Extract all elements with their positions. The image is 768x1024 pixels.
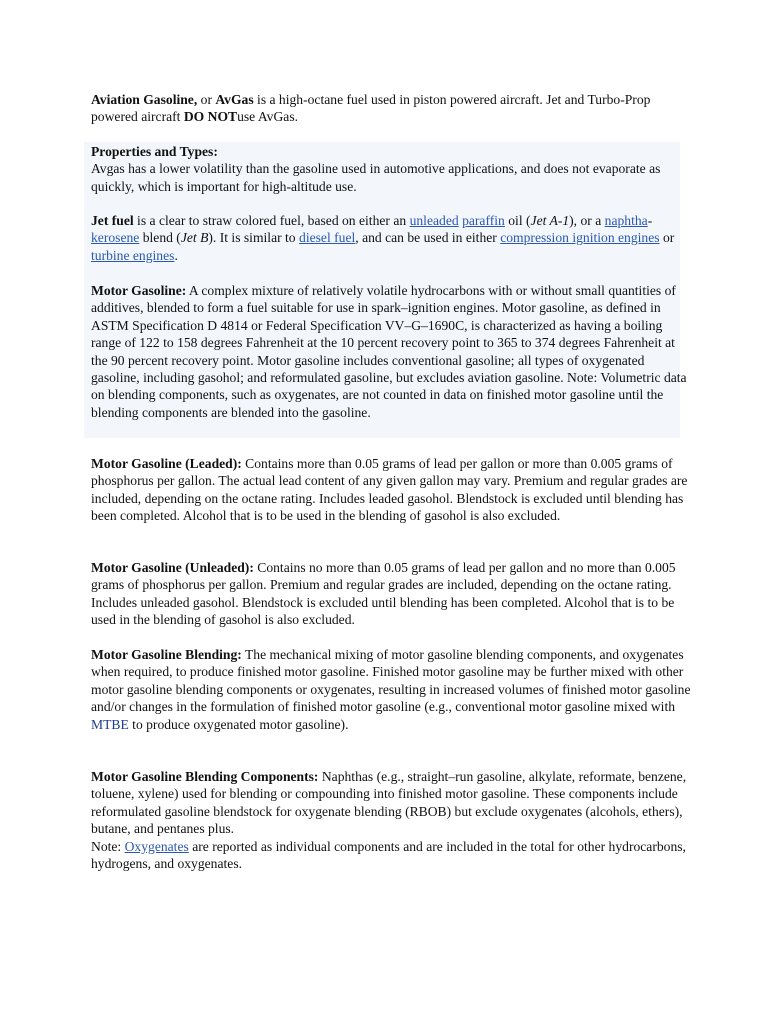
properties-section (91, 143, 691, 195)
mtbe-term: MTBE (91, 716, 129, 732)
intro-paragraph: Aviation Gasoline, or AvGas is a high-octane fuel used in piston powered aircraft. Jet and Turbo-Prop powered aircraft DO NOTuse AvGas. (91, 92, 651, 125)
term-motor-gasoline-blending: Motor Gasoline Blending: (91, 647, 242, 662)
link-oxygenates[interactable]: Oxygenates (124, 838, 189, 854)
term-motor-gasoline: Motor Gasoline: (91, 283, 187, 298)
link-compression-ignition-engines[interactable]: compression ignition engines (500, 230, 660, 246)
link-turbine-engines[interactable]: turbine engines (91, 247, 175, 263)
jet-fuel-paragraph: Jet fuel is a clear to straw colored fuel, based on either an unleaded paraffin oil (Jet A-1), or a naphtha-kerosene blend (Jet B). It is similar to diesel fuel, and can be used in either compression ignition engines or turbine engines. (91, 213, 675, 263)
link-kerosene[interactable]: kerosene (91, 230, 140, 246)
blending-components-paragraph: Motor Gasoline Blending Components: Naphthas (e.g., straight–run gasoline, alkylate, reformate, benzene, toluene, xylene) used for blending or compounding into finished motor gasoline. These components include reformulated gasoline blendstock for oxygenate blending (RBOB) but exclude oxygenates (alcohols, ethers), butane, and pentanes plus. Note: Oxygenates are reported as individual components and are included in the total for other hydrocarbons, hydrogens, and oxygenates. (91, 769, 687, 872)
link-naphtha[interactable]: naphtha (604, 213, 648, 228)
term-aviation-gasoline: Aviation Gasoline, (91, 92, 198, 107)
properties-text: Avgas has a lower volatility than the gasoline used in automotive applications, and does not evaporate as quickly, which is important for high-altitude use. (91, 161, 661, 194)
link-paraffin[interactable]: paraffin (462, 213, 505, 228)
motor-gasoline-paragraph: Motor Gasoline: A complex mixture of relatively volatile hydrocarbons with or without small quantities of additives, blended to form a fuel suitable for use in spark–ignition engines. Motor gasoline, as defined in ASTM Specification D 4814 or Federal Specification VV–G–1690C, is characterized as having a boiling range of 122 to 158 degrees Fahrenheit at the 10 percent recovery point to 365 to 374 degrees Fahrenheit at the 90 percent recovery point. Motor gasoline includes conventional gasoline; all types of oxygenated gasoline, including gasohol; and reformulated gasoline, but excludes aviation gasoline. Note: Volumetric data on blending components, such as oxygenates, are not counted in data on finished motor gasoline until the blending components are blended into the gasoline. (91, 283, 687, 420)
term-motor-gasoline-blending-components: Motor Gasoline Blending Components: (91, 769, 319, 784)
link-diesel-fuel[interactable]: diesel fuel (299, 230, 356, 246)
term-jet-fuel: Jet fuel (91, 213, 134, 228)
link-unleaded[interactable]: unleaded (409, 213, 459, 228)
properties-heading: Properties and Types: (91, 144, 218, 159)
emphasis-do-not: DO NOT (183, 109, 238, 125)
leaded-paragraph: Motor Gasoline (Leaded): Contains more than 0.05 grams of lead per gallon or more than 0.005 grams of phosphorus per gallon. The actual lead content of any given gallon may vary. Premium and regular grades are included, depending on the octane rating. Includes leaded gasohol. Blendstock is excluded until blending has been completed. Alcohol that is to be used in the blending of gasohol is also excluded. (91, 456, 688, 524)
term-motor-gasoline-leaded: Motor Gasoline (Leaded): (91, 456, 242, 471)
blending-paragraph: Motor Gasoline Blending: The mechanical mixing of motor gasoline blending components, and oxygenates when required, to produce finished motor gasoline. Finished motor gasoline may be further mixed with other motor gasoline blending components or oxygenates, resulting in increased volumes of finished motor gasoline and/or changes in the formulation of finished motor gasoline (e.g., conventional motor gasoline mixed with MTBE to produce oxygenated motor gasoline). (91, 647, 691, 732)
term-motor-gasoline-unleaded: Motor Gasoline (Unleaded): (91, 560, 254, 575)
unleaded-paragraph: Motor Gasoline (Unleaded): Contains no more than 0.05 grams of lead per gallon and no more than 0.005 grams of phosphorus per gallon. Premium and regular grades are included, depending on the octane rating. Includes unleaded gasohol. Blendstock is excluded until blending has been completed. Alcohol that is to be used in the blending of gasohol is also excluded. (91, 560, 676, 628)
term-avgas: AvGas (215, 92, 254, 107)
